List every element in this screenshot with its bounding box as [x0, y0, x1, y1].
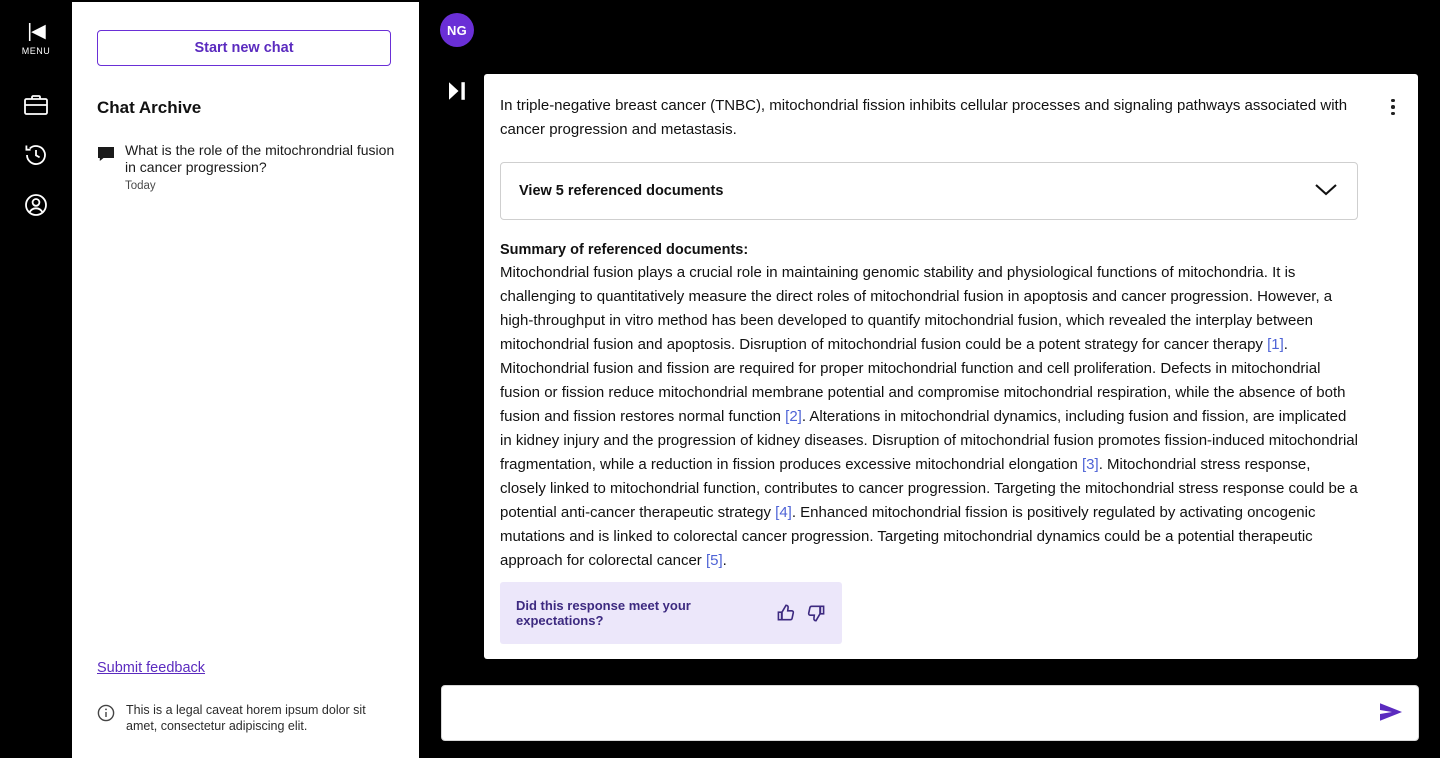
summary-part-4: . Enhanced mitochondrial fission is positively regulated by activating oncogenic mutations and is linked to colorectal cancer progression. Targeting mitochondrial dynamics could be a potential therapeutic approach for colorectal cancer	[500, 504, 1316, 569]
main-panel	[419, 0, 1440, 758]
collapse-menu-icon: |◀	[27, 21, 45, 42]
summary-heading: Summary of referenced documents:	[500, 242, 749, 258]
summary-text	[500, 261, 1360, 573]
chat-archive-title: Chat Archive	[97, 98, 202, 117]
submit-feedback-link[interactable]: Submit feedback	[97, 660, 206, 676]
icon-rail	[0, 0, 72, 758]
summary-part-0: Mitochondrial fusion plays a crucial role in maintaining genomic stability and physiological functions of mitochondria. It is challenging to quantitatively measure the direct roles of mitochondrial fusion in apoptosis and cancer progression. However, a high-throughput in vitro method has been developed to quantify mitochondrial fusion, which revealed the interplay between mitochondrial fusion and apoptosis. Disruption of mitochondrial fusion could be a potent strategy for cancer therapy	[500, 264, 1333, 353]
summary-part-1: . Mitochondrial fusion and fission are required for proper mitochondrial function and cell proliferation. Defects in mitochondrial fusion or fission reduce mitochondrial membrane potential and compromise mitochondrial respiration, while the absence of both fusion and fission restores normal function	[500, 336, 1346, 425]
menu-label: MENU	[21, 46, 51, 56]
citation-1[interactable]: [1]	[1267, 336, 1284, 353]
briefcase-icon[interactable]	[16, 82, 56, 128]
sidebar	[72, 0, 419, 758]
summary-part-2: . Alterations in mitochondrial dynamics, including fusion and fission, are implicated in kidney injury and the progression of kidney diseases. Disruption of mitochondrial fusion promotes fission-induced mitochondrial fragmentation, while a reduction in fission produces excessive mitochondrial elongation	[500, 408, 1358, 473]
send-button[interactable]	[1364, 686, 1418, 740]
summary-part-3: . Mitochondrial stress response, closely linked to mitochondrial function, contributes to cancer progression. Targeting the mitochondrial stress response could be a potential anti-cancer therapeutic strategy	[500, 456, 1358, 521]
summary-part-5: .	[722, 552, 727, 569]
answer-body	[484, 74, 1418, 573]
thumbs-down-icon[interactable]	[806, 603, 826, 623]
chevron-down-icon	[1313, 181, 1339, 202]
message-composer	[441, 685, 1419, 741]
citation-3[interactable]: [3]	[1082, 456, 1099, 473]
message-input[interactable]	[442, 687, 1364, 739]
thumbs-up-icon[interactable]	[776, 603, 796, 623]
info-icon	[97, 702, 115, 734]
answer-lead-text: In triple-negative breast cancer (TNBC), mitochondrial fission inhibits cellular processes and signaling pathways associated with cancer progression and metastasis.	[500, 97, 1348, 138]
history-icon[interactable]	[16, 132, 56, 178]
feedback-question: Did this response meet your expectations?	[516, 598, 691, 628]
citation-5[interactable]: [5]	[705, 552, 723, 569]
chat-item-time: Today	[125, 180, 156, 192]
chat-item-title: What is the role of the mitochrondrial fusion in cancer progression?	[125, 142, 395, 175]
avatar: NG	[440, 13, 474, 47]
start-new-chat-button[interactable]: Start new chat	[97, 30, 391, 66]
more-options-icon[interactable]	[1382, 92, 1404, 122]
citation-2[interactable]: [2]	[785, 408, 802, 425]
referenced-documents-toggle[interactable]	[500, 162, 1358, 220]
legal-caveat	[97, 702, 397, 734]
send-icon	[1378, 700, 1404, 727]
citation-4[interactable]: [4]	[775, 504, 792, 521]
list-item[interactable]	[97, 142, 397, 192]
menu-toggle[interactable]	[22, 22, 51, 56]
feedback-bar	[500, 582, 842, 644]
assistant-icon	[444, 78, 470, 104]
answer-card	[484, 74, 1418, 659]
caveat-text: This is a legal caveat horem ipsum dolor sit amet, consectetur adipiscing elit.	[126, 703, 366, 733]
referenced-documents-label: View 5 referenced documents	[519, 183, 724, 199]
message-icon	[97, 142, 115, 192]
account-icon[interactable]	[16, 182, 56, 228]
